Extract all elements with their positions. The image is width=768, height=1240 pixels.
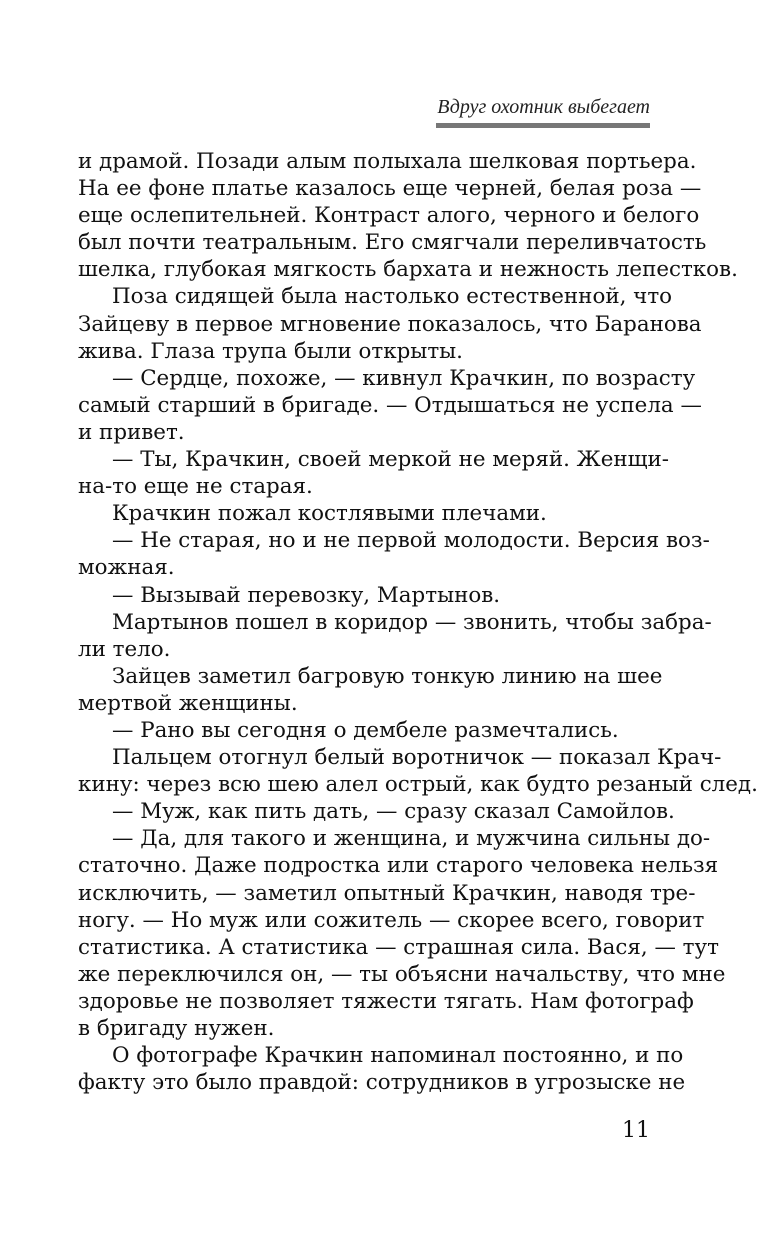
text-line: был почти театральным. Его смягчали переливчатость bbox=[78, 230, 707, 256]
text-line: О фотографе Крачкин напоминал постоянно, и по bbox=[112, 1043, 684, 1069]
text-line: на-то еще не старая. bbox=[78, 474, 313, 500]
text-line: шелка, глубокая мягкость бархата и нежность лепестков. bbox=[78, 257, 738, 283]
running-head: Вдруг охотник выбегает bbox=[437, 96, 650, 118]
running-head-rule bbox=[436, 123, 650, 128]
text-line: — Сердце, похоже, — кивнул Крачкин, по возрасту bbox=[112, 365, 696, 391]
text-line: здоровье не позволяет тяжести тягать. Нам фотограф bbox=[78, 988, 694, 1014]
text-line: ли тело. bbox=[78, 636, 171, 662]
text-line: — Муж, как пить дать, — сразу сказал Самойлов. bbox=[112, 799, 675, 825]
text-line: Пальцем отогнул белый воротничок — показал Крач- bbox=[112, 745, 722, 771]
text-line: можная. bbox=[78, 555, 175, 581]
text-line: Крачкин пожал костлявыми плечами. bbox=[112, 501, 547, 527]
text-line: — Рано вы сегодня о дембеле размечтались. bbox=[112, 717, 619, 743]
text-line: — Не старая, но и не первой молодости. Версия воз- bbox=[112, 528, 710, 554]
text-line: и привет. bbox=[78, 419, 185, 445]
text-line: — Да, для такого и женщина, и мужчина сильны до- bbox=[112, 826, 711, 852]
text-line: факту это было правдой: сотрудников в угрозыске не bbox=[78, 1070, 686, 1096]
text-line: еще ослепительней. Контраст алого, черного и белого bbox=[78, 203, 700, 229]
text-line: На ее фоне платье казалось еще черней, белая роза — bbox=[78, 176, 702, 202]
text-line: самый старший в бригаде. — Отдышаться не успела — bbox=[78, 392, 702, 418]
body-text bbox=[78, 148, 758, 1096]
text-line: в бригаду нужен. bbox=[78, 1016, 275, 1041]
text-line: Поза сидящей была настолько естественной, что bbox=[112, 284, 673, 310]
text-line: Зайцеву в первое мгновение показалось, что Баранова bbox=[78, 311, 702, 337]
text-line: Зайцев заметил багровую тонкую линию на шее bbox=[112, 663, 663, 689]
text-line: жива. Глаза трупа были открыты. bbox=[78, 338, 463, 364]
text-line: мертвой женщины. bbox=[78, 690, 298, 716]
text-line: статистика. А статистика — страшная сила. Вася, — тут bbox=[78, 934, 719, 960]
text-line: и драмой. Позади алым полыхала шелковая портьера. bbox=[78, 149, 697, 174]
text-line: — Ты, Крачкин, своей меркой не меряй. Женщи- bbox=[112, 447, 669, 473]
text-line: же переключился он, — ты объясни начальству, что мне bbox=[78, 961, 726, 987]
text-line: исключить, — заметил опытный Крачкин, наводя тре- bbox=[78, 880, 696, 906]
text-line: Мартынов пошел в коридор — звонить, чтобы забра- bbox=[112, 609, 712, 635]
text-line: ногу. — Но муж или сожитель — скорее всего, говорит bbox=[78, 907, 705, 933]
page-number: 11 bbox=[622, 1118, 650, 1143]
text-line: статочно. Даже подростка или старого человека нельзя bbox=[78, 853, 719, 879]
text-line: кину: через всю шею алел острый, как будто резаный след. bbox=[78, 772, 758, 798]
text-line: — Вызывай перевозку, Мартынов. bbox=[112, 582, 501, 608]
